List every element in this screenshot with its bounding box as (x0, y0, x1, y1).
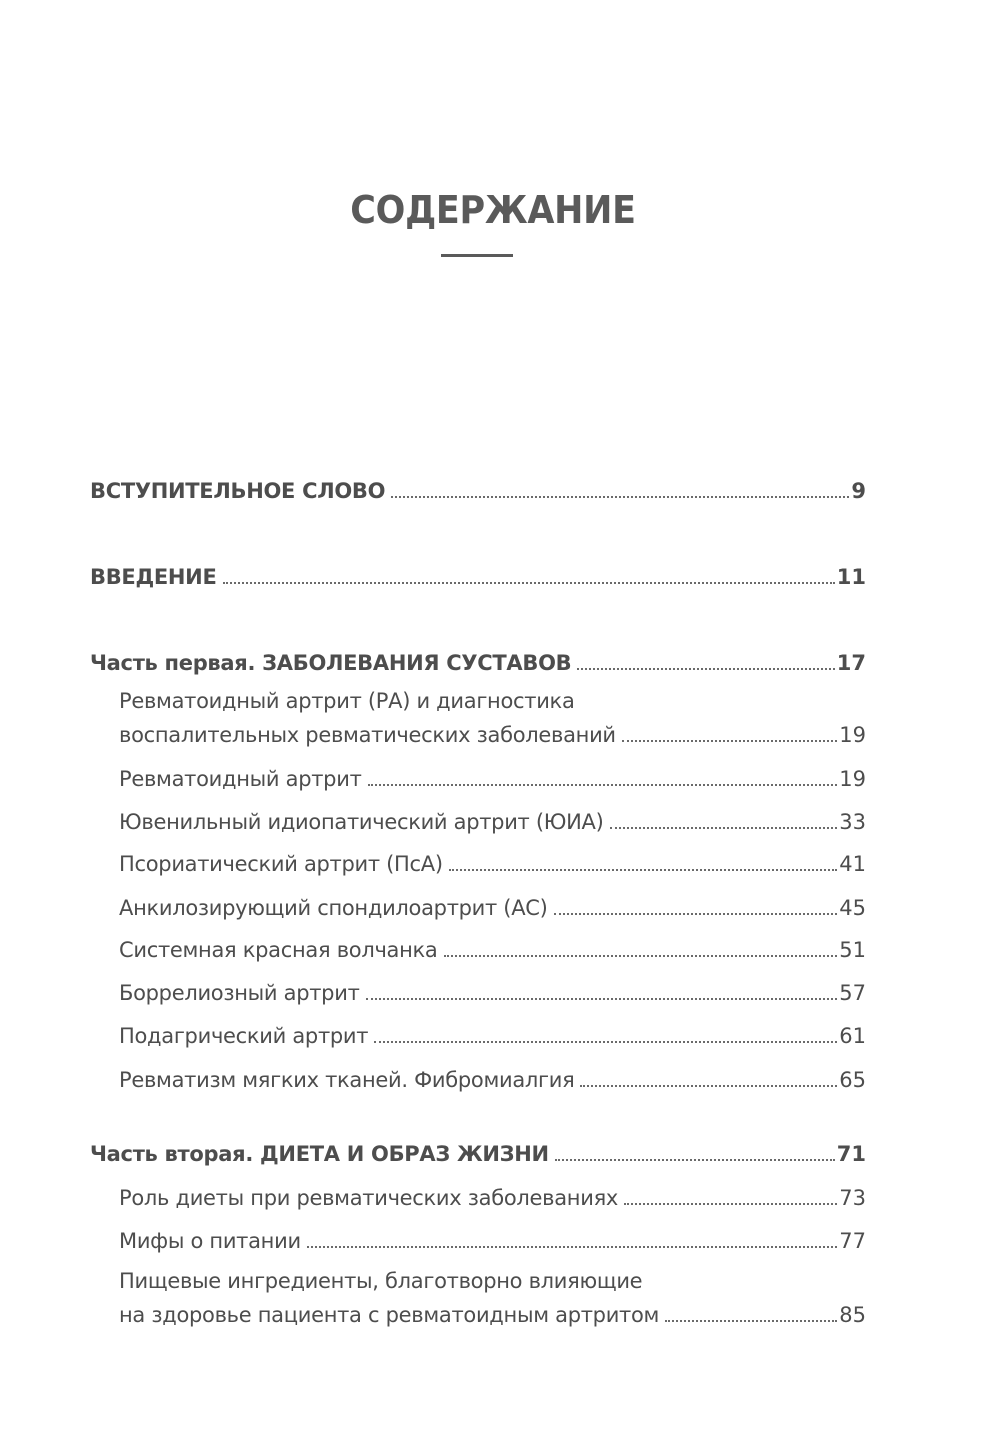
toc-entry-label: ВВЕДЕНИЕ (90, 565, 217, 589)
dot-leader (555, 1159, 835, 1161)
toc-entry-introduction[interactable] (90, 560, 866, 590)
toc-entry-page: 17 (836, 651, 866, 675)
dot-leader (366, 998, 838, 1000)
dot-leader (374, 1041, 837, 1043)
dot-leader (223, 582, 835, 584)
toc-entry-foreword[interactable] (90, 474, 866, 504)
dot-leader (580, 1085, 837, 1087)
toc-entry-page: 65 (839, 1068, 866, 1092)
toc-entry-lyme-arthritis[interactable] (119, 976, 866, 1006)
toc-entry-label: Мифы о питании (119, 1229, 301, 1253)
toc-entry-label-line1[interactable]: Ревматоидный артрит (РА) и диагностика (119, 689, 575, 713)
toc-entry-page: 45 (839, 896, 866, 920)
toc-entry-label: Роль диеты при ревматических заболеваниях (119, 1186, 619, 1210)
toc-entry-page: 51 (839, 938, 866, 962)
toc-entry-page: 9 (851, 479, 866, 503)
dot-leader (622, 740, 837, 742)
dot-leader (665, 1320, 837, 1322)
toc-entry-label: Боррелиозный артрит (119, 981, 360, 1005)
dot-leader (577, 668, 834, 670)
toc-entry-ankylosing-spondylitis[interactable] (119, 891, 866, 921)
dot-leader (554, 913, 838, 915)
toc-entry-part-two[interactable] (90, 1137, 866, 1167)
toc-entry-page: 19 (839, 767, 866, 791)
toc-entry-label-line1[interactable]: Пищевые ингредиенты, благотворно влияющие (119, 1269, 643, 1293)
dot-leader (624, 1203, 837, 1205)
toc-entry-page: 71 (836, 1142, 866, 1166)
toc-entry-juvenile-arthritis[interactable] (119, 805, 866, 835)
toc-entry-page: 11 (836, 565, 866, 589)
toc-entry-page: 19 (839, 723, 866, 747)
dot-leader (391, 496, 849, 498)
dot-leader (307, 1246, 837, 1248)
dot-leader (449, 869, 838, 871)
toc-entry-food-ingredients[interactable] (119, 1298, 866, 1328)
toc-entry-nutrition-myths[interactable] (119, 1224, 866, 1254)
dot-leader (368, 784, 838, 786)
dot-leader (610, 827, 838, 829)
toc-entry-lupus[interactable] (119, 933, 866, 963)
toc-entry-label: Ювенильный идиопатический артрит (ЮИА) (119, 810, 604, 834)
toc-entry-page: 33 (839, 810, 866, 834)
toc-entry-ra-diagnostics[interactable] (119, 718, 866, 748)
toc-entry-label: Псориатический артрит (ПсА) (119, 852, 443, 876)
toc-entry-page: 61 (839, 1024, 866, 1048)
toc-entry-page: 77 (839, 1229, 866, 1253)
toc-entry-psoriatic-arthritis[interactable] (119, 847, 866, 877)
toc-entry-label: воспалительных ревматических заболеваний (119, 723, 616, 747)
toc-entry-part-one[interactable] (90, 646, 866, 676)
toc-entry-page: 73 (839, 1186, 866, 1210)
toc-entry-page: 57 (839, 981, 866, 1005)
toc-entry-label: на здоровье пациента с ревматоидным артритом (119, 1303, 660, 1327)
toc-entry-page: 41 (839, 852, 866, 876)
toc-entry-label: ВСТУПИТЕЛЬНОЕ СЛОВО (90, 479, 386, 503)
toc-entry-label: Ревматизм мягких тканей. Фибромиалгия (119, 1068, 575, 1092)
toc-entry-gout[interactable] (119, 1019, 866, 1049)
toc-entry-label: Системная красная волчанка (119, 938, 438, 962)
toc-entry-diet-role[interactable] (119, 1181, 866, 1211)
toc-entry-label: Часть вторая. ДИЕТА И ОБРАЗ ЖИЗНИ (90, 1142, 549, 1166)
toc-entry-label: Подагрический артрит (119, 1024, 369, 1048)
page-title: СОДЕРЖАНИЕ (350, 188, 636, 232)
toc-entry-label: Анкилозирующий спондилоартрит (АС) (119, 896, 548, 920)
dot-leader (444, 955, 838, 957)
toc-entry-fibromyalgia[interactable] (119, 1063, 866, 1093)
toc-entry-rheumatoid-arthritis[interactable] (119, 762, 866, 792)
toc-entry-page: 85 (839, 1303, 866, 1327)
toc-entry-label: Ревматоидный артрит (119, 767, 362, 791)
toc-entry-label: Часть первая. ЗАБОЛЕВАНИЯ СУСТАВОВ (90, 651, 572, 675)
